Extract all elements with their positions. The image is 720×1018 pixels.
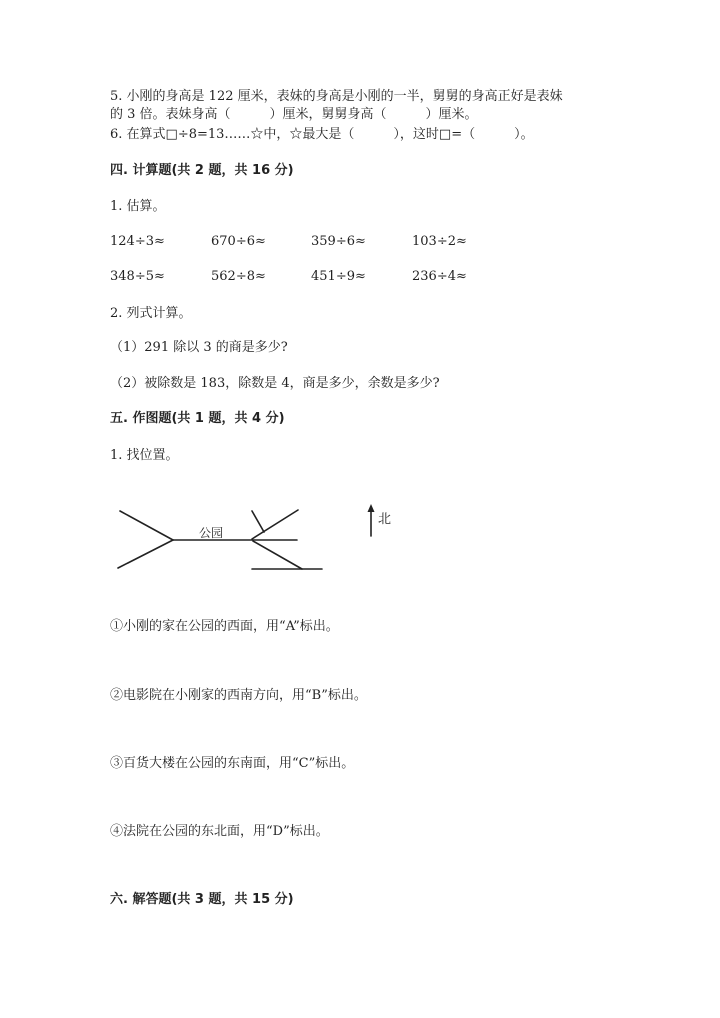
road-southeast — [253, 541, 302, 569]
estimate-cell: 124÷3≈ — [110, 234, 165, 249]
task-2: ②电影院在小刚家的西南方向，用“B”标出。 — [110, 688, 367, 703]
north-arrow-head — [368, 504, 375, 512]
estimate-cell: 562÷8≈ — [211, 269, 266, 284]
q5-line-1: 5. 小刚的身高是 122 厘米，表妹的身高是小刚的一半，舅舅的身高正好是表妹 — [110, 89, 563, 104]
estimate-cell: 451÷9≈ — [311, 269, 366, 284]
estimate-cell: 359÷6≈ — [311, 234, 366, 249]
section4-q2-item-2: （2）被除数是 183，除数是 4，商是多少，余数是多少? — [110, 376, 440, 391]
task-1: ①小刚的家在公园的西面，用“A”标出。 — [110, 619, 339, 634]
road-west-lower — [118, 540, 173, 568]
estimate-cell: 236÷4≈ — [412, 269, 467, 284]
section5-heading: 五. 作图题(共 1 题，共 4 分) — [110, 411, 285, 426]
section4-q2-item-1: （1）291 除以 3 的商是多少? — [110, 340, 288, 355]
estimate-cell: 670÷6≈ — [211, 234, 266, 249]
task-3: ③百货大楼在公园的东南面，用“C”标出。 — [110, 756, 355, 771]
section6-heading: 六. 解答题(共 3 题，共 15 分) — [110, 892, 294, 907]
road-north-stub — [252, 511, 264, 532]
task-4: ④法院在公园的东北面，用“D”标出。 — [110, 824, 329, 839]
q6-line: 6. 在算式□÷8=13……☆中，☆最大是（ ），这时□=（ ）。 — [110, 127, 534, 142]
q5-line-2: 的 3 倍。表妹身高（ ）厘米，舅舅身高（ ）厘米。 — [110, 107, 478, 122]
section5-q1-title: 1. 找位置。 — [110, 448, 179, 463]
section4-q1-title: 1. 估算。 — [110, 199, 166, 214]
north-label: 北 — [378, 512, 392, 527]
section4-heading: 四. 计算题(共 2 题，共 16 分) — [110, 163, 294, 178]
estimate-cell: 103÷2≈ — [412, 234, 467, 249]
section4-q2-title: 2. 列式计算。 — [110, 306, 192, 321]
road-west-upper — [120, 511, 173, 540]
park-label: 公园 — [199, 526, 224, 540]
estimate-cell: 348÷5≈ — [110, 269, 165, 284]
